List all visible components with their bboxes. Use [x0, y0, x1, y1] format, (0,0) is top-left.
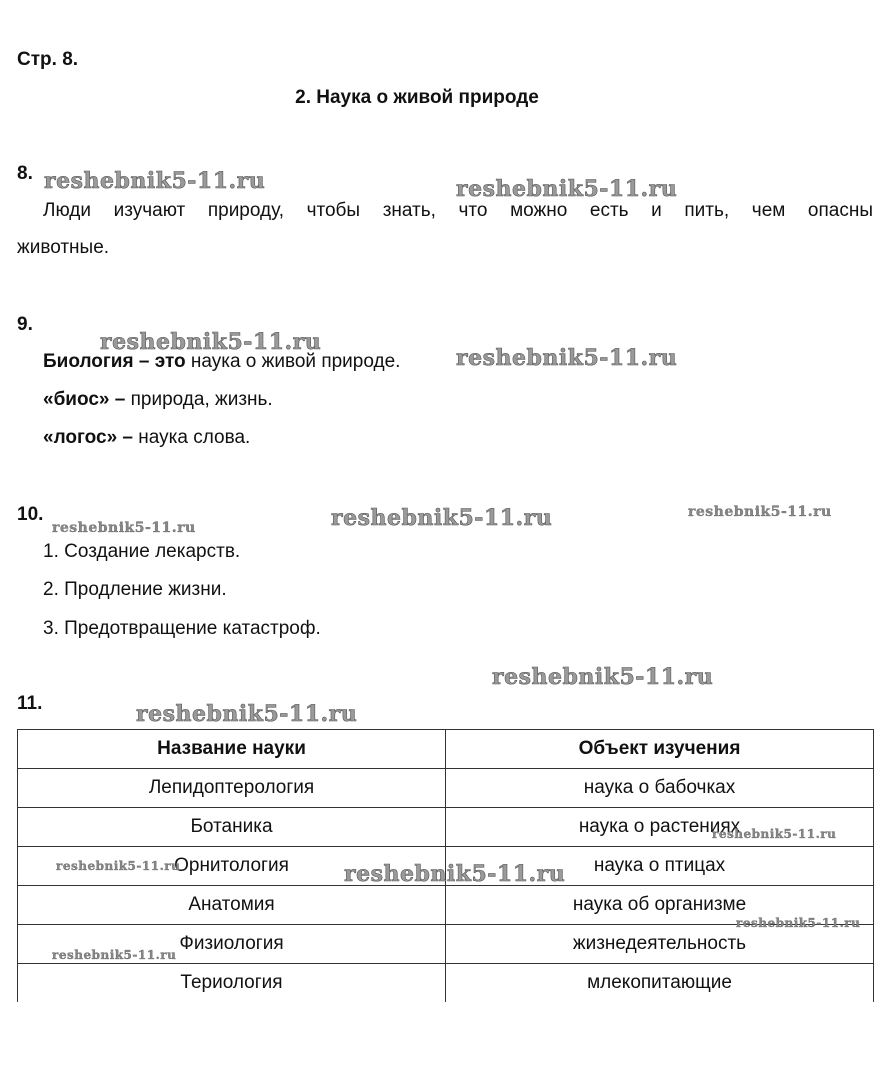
question-9-logos-line	[43, 427, 250, 449]
question-10-item-2: 2. Продление жизни.	[43, 579, 227, 600]
science-name: Орнитология	[18, 847, 446, 886]
header-study-object: Объект изучения	[446, 730, 874, 769]
question-8-number: 8.	[17, 163, 33, 184]
table-header-row	[18, 730, 874, 769]
watermark: reshebnik5-11.ru	[100, 329, 322, 355]
watermark: reshebnik5-11.ru	[56, 859, 181, 873]
table-row	[18, 964, 874, 1003]
watermark: reshebnik5-11.ru	[456, 345, 678, 371]
question-8-answer-line-1: Люди изучают природу, чтобы знать, что можно есть и пить, чем опасны	[43, 200, 873, 221]
page-reference: Стр. 8.	[17, 49, 79, 70]
watermark: reshebnik5-11.ru	[331, 505, 553, 531]
watermark: reshebnik5-11.ru	[52, 520, 196, 536]
question-9-bios-line	[43, 389, 273, 411]
watermark: reshebnik5-11.ru	[492, 664, 714, 690]
section-title: 2. Наука о живой природе	[295, 87, 539, 108]
term-logos: «логос» –	[43, 427, 133, 448]
term-bios: «биос» –	[43, 389, 126, 410]
question-11-number: 11.	[17, 693, 43, 714]
question-10-number: 10.	[17, 504, 44, 525]
study-object: млекопитающие	[446, 964, 874, 1003]
watermark: reshebnik5-11.ru	[736, 916, 861, 930]
definition-bios: природа, жизнь.	[125, 389, 273, 410]
definition-logos: наука слова.	[133, 427, 251, 448]
question-10-item-3: 3. Предотвращение катастроф.	[43, 618, 321, 639]
watermark: reshebnik5-11.ru	[44, 168, 266, 194]
table-row	[18, 769, 874, 808]
watermark: reshebnik5-11.ru	[344, 861, 566, 887]
term-biology: Биология – это	[43, 351, 186, 372]
header-science-name: Название науки	[18, 730, 446, 769]
watermark: reshebnik5-11.ru	[456, 176, 678, 202]
science-name: Лепидоптерология	[18, 769, 446, 808]
study-object: жизнедеятельность	[446, 925, 874, 964]
science-name: Анатомия	[18, 886, 446, 925]
science-name: Физиология	[18, 925, 446, 964]
question-10-item-1: 1. Создание лекарств.	[43, 541, 241, 562]
watermark: reshebnik5-11.ru	[688, 504, 832, 520]
study-object: наука о бабочках	[446, 769, 874, 808]
question-9-number: 9.	[17, 314, 33, 335]
question-8-answer-line-2: животные.	[17, 237, 110, 258]
study-object: наука о птицах	[446, 847, 874, 886]
definition-biology: наука о живой природе.	[185, 351, 401, 372]
science-name: Териология	[18, 964, 446, 1003]
study-object: наука об организме	[446, 886, 874, 925]
watermark: reshebnik5-11.ru	[136, 701, 358, 727]
watermark: reshebnik5-11.ru	[52, 948, 177, 962]
study-object: наука о растениях	[446, 808, 874, 847]
watermark: reshebnik5-11.ru	[712, 827, 837, 841]
science-name: Ботаника	[18, 808, 446, 847]
